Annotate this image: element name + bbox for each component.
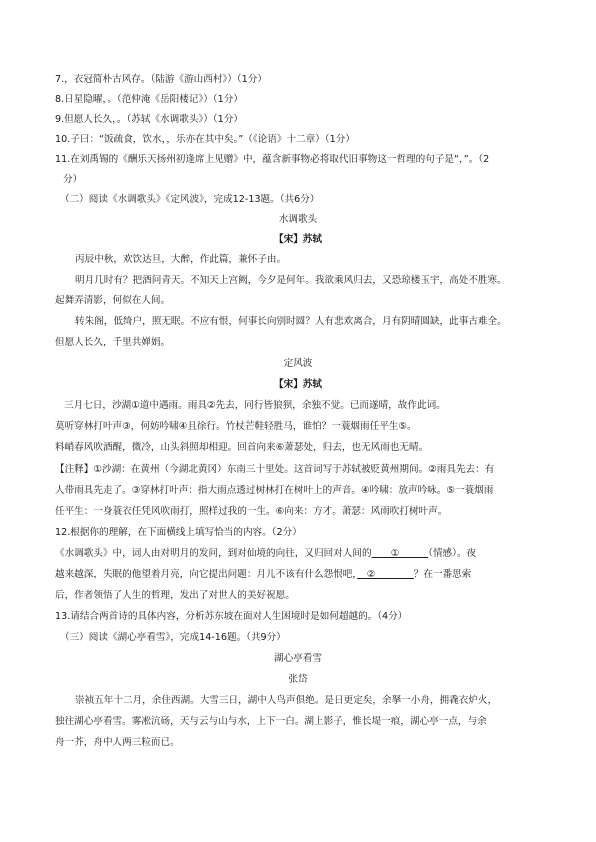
poem1-title: 水调歌头 bbox=[278, 214, 318, 225]
notes-line-2: 人带雨具先走了。③穿林打叶声：指大雨点透过树林打在树叶上的声音。④吟啸：放声吟咏。⑤一蓑烟雨 bbox=[55, 485, 494, 496]
section-2-heading: （二）阅读《水调歌头》《定风波》，完成12-13题。（共6分） bbox=[60, 194, 320, 205]
question-12-line-1 bbox=[55, 548, 476, 560]
poem1-stanza1-cont: 起舞弄清影，何似在人间。 bbox=[55, 295, 171, 306]
question-12-text-1b: （情感）。夜 bbox=[428, 548, 477, 559]
notes-line-3: 任平生：一身蓑衣任凭风吹雨打，照样过我的一生。⑥向来：方才。萧瑟：风雨吹打树叶声。 bbox=[55, 506, 448, 517]
question-13: 13.请结合两首诗的具体内容，分析苏东坡在面对人生困境时是如何超越的。（4分） bbox=[55, 611, 408, 622]
poem1-stanza2-cont: 但愿人长久，千里共婵娟。 bbox=[55, 337, 171, 348]
poem2-author: 【宋】苏轼 bbox=[274, 379, 322, 390]
poem1-stanza2: 转朱阁，低绮户，照无眠。不应有恨，何事长向别时圆？人有悲欢离合，月有阴晴圆缺，此事古难全。 bbox=[75, 316, 507, 327]
poem2-preface: 三月七日，沙湖①道中遇雨。雨具②先去，同行皆狼狈，余独不觉。已而遂晴，故作此词。 bbox=[64, 400, 446, 411]
question-12-text-2: 越来越深，失眠的他望着月亮，向它提出问题：月儿不该有什么怨恨吧， bbox=[55, 569, 358, 580]
question-12-line-2 bbox=[55, 569, 471, 581]
question-9: 9.但愿人长久，。（苏轼《水调歌头》）（1分） bbox=[55, 114, 243, 125]
notes-line-1: 【注释】①沙湖：在黄州（今湖北黄冈）东南三十里处。这首词写于苏轼被贬黄州期间。②雨具先去：有 bbox=[55, 464, 495, 475]
answer-blank-1[interactable]: ① bbox=[371, 548, 429, 559]
poem1-author: 【宋】苏轼 bbox=[274, 234, 322, 245]
poem2-line1: 莫听穿林打叶声③，何妨吟啸④且徐行。竹杖芒鞋轻胜马，谁怕？一蓑烟雨任平生⑤。 bbox=[55, 421, 417, 432]
question-10: 10.子曰：“饭疏食，饮水，，乐亦在其中矣。”（《论语》十二章）（1分） bbox=[55, 134, 355, 145]
question-11-cont: 分） bbox=[63, 174, 83, 185]
question-12-line-3: 后，作者领悟了人生的哲理，发出了对世人的美好祝愿。 bbox=[55, 590, 295, 601]
poem1-preface: 丙辰中秋，欢饮达旦，大醉，作此篇，兼怀子由。 bbox=[75, 254, 287, 265]
essay-title: 湖心亭看雪 bbox=[274, 653, 322, 664]
poem2-title: 定风波 bbox=[283, 358, 313, 369]
answer-blank-2[interactable]: ② bbox=[357, 569, 414, 580]
question-12-text-2b: ？在一番思索 bbox=[413, 569, 472, 580]
question-7: 7.，衣冠简朴古风存。（陆游《游山西村》）（1分） bbox=[55, 74, 267, 85]
poem1-stanza1: 明月几时有？把酒问青天。不知天上宫阙，今夕是何年。我欲乘风归去，又恐琼楼玉宇，高处不胜寒。 bbox=[75, 275, 507, 286]
essay-author: 张岱 bbox=[288, 674, 308, 685]
essay-para-line-1: 崇祯五年十二月，余住西湖。大雪三日，湖中人鸟声俱绝。是日更定矣，余拏一小舟，拥毳衣炉火， bbox=[75, 695, 498, 706]
section-3-heading: （三）阅读《湖心亭看雪》，完成14-16题。（共9分） bbox=[60, 632, 286, 643]
poem2-line2: 料峭春风吹酒醒，微冷，山头斜照却相迎。回首向来⑥萧瑟处，归去，也无风雨也无晴。 bbox=[55, 442, 429, 453]
question-12-text-1: 《水调歌头》中，词人由对明月的发问，到对仙境的向往，又归回对人间的 bbox=[55, 548, 372, 559]
question-12: 12.根据你的理解，在下面横线上填写恰当的内容。（2分） bbox=[55, 527, 302, 538]
question-11: 11.在刘禹锡的《酬乐天扬州初逢席上见赠》中，蕴含新事物必将取代旧事物这一哲理的句子是“，”。（2 bbox=[55, 154, 490, 165]
essay-para-line-3: 舟一芥，舟中人两三粒而已。 bbox=[55, 737, 180, 748]
essay-para-line-2: 独往湖心亭看雪。雾凇沆砀，天与云与山与水，上下一白。湖上影子，惟长堤一痕，湖心亭一点，与余 bbox=[55, 716, 487, 727]
question-8: 8.日星隐曜，。（范仲淹《岳阳楼记》）（1分） bbox=[55, 94, 243, 105]
